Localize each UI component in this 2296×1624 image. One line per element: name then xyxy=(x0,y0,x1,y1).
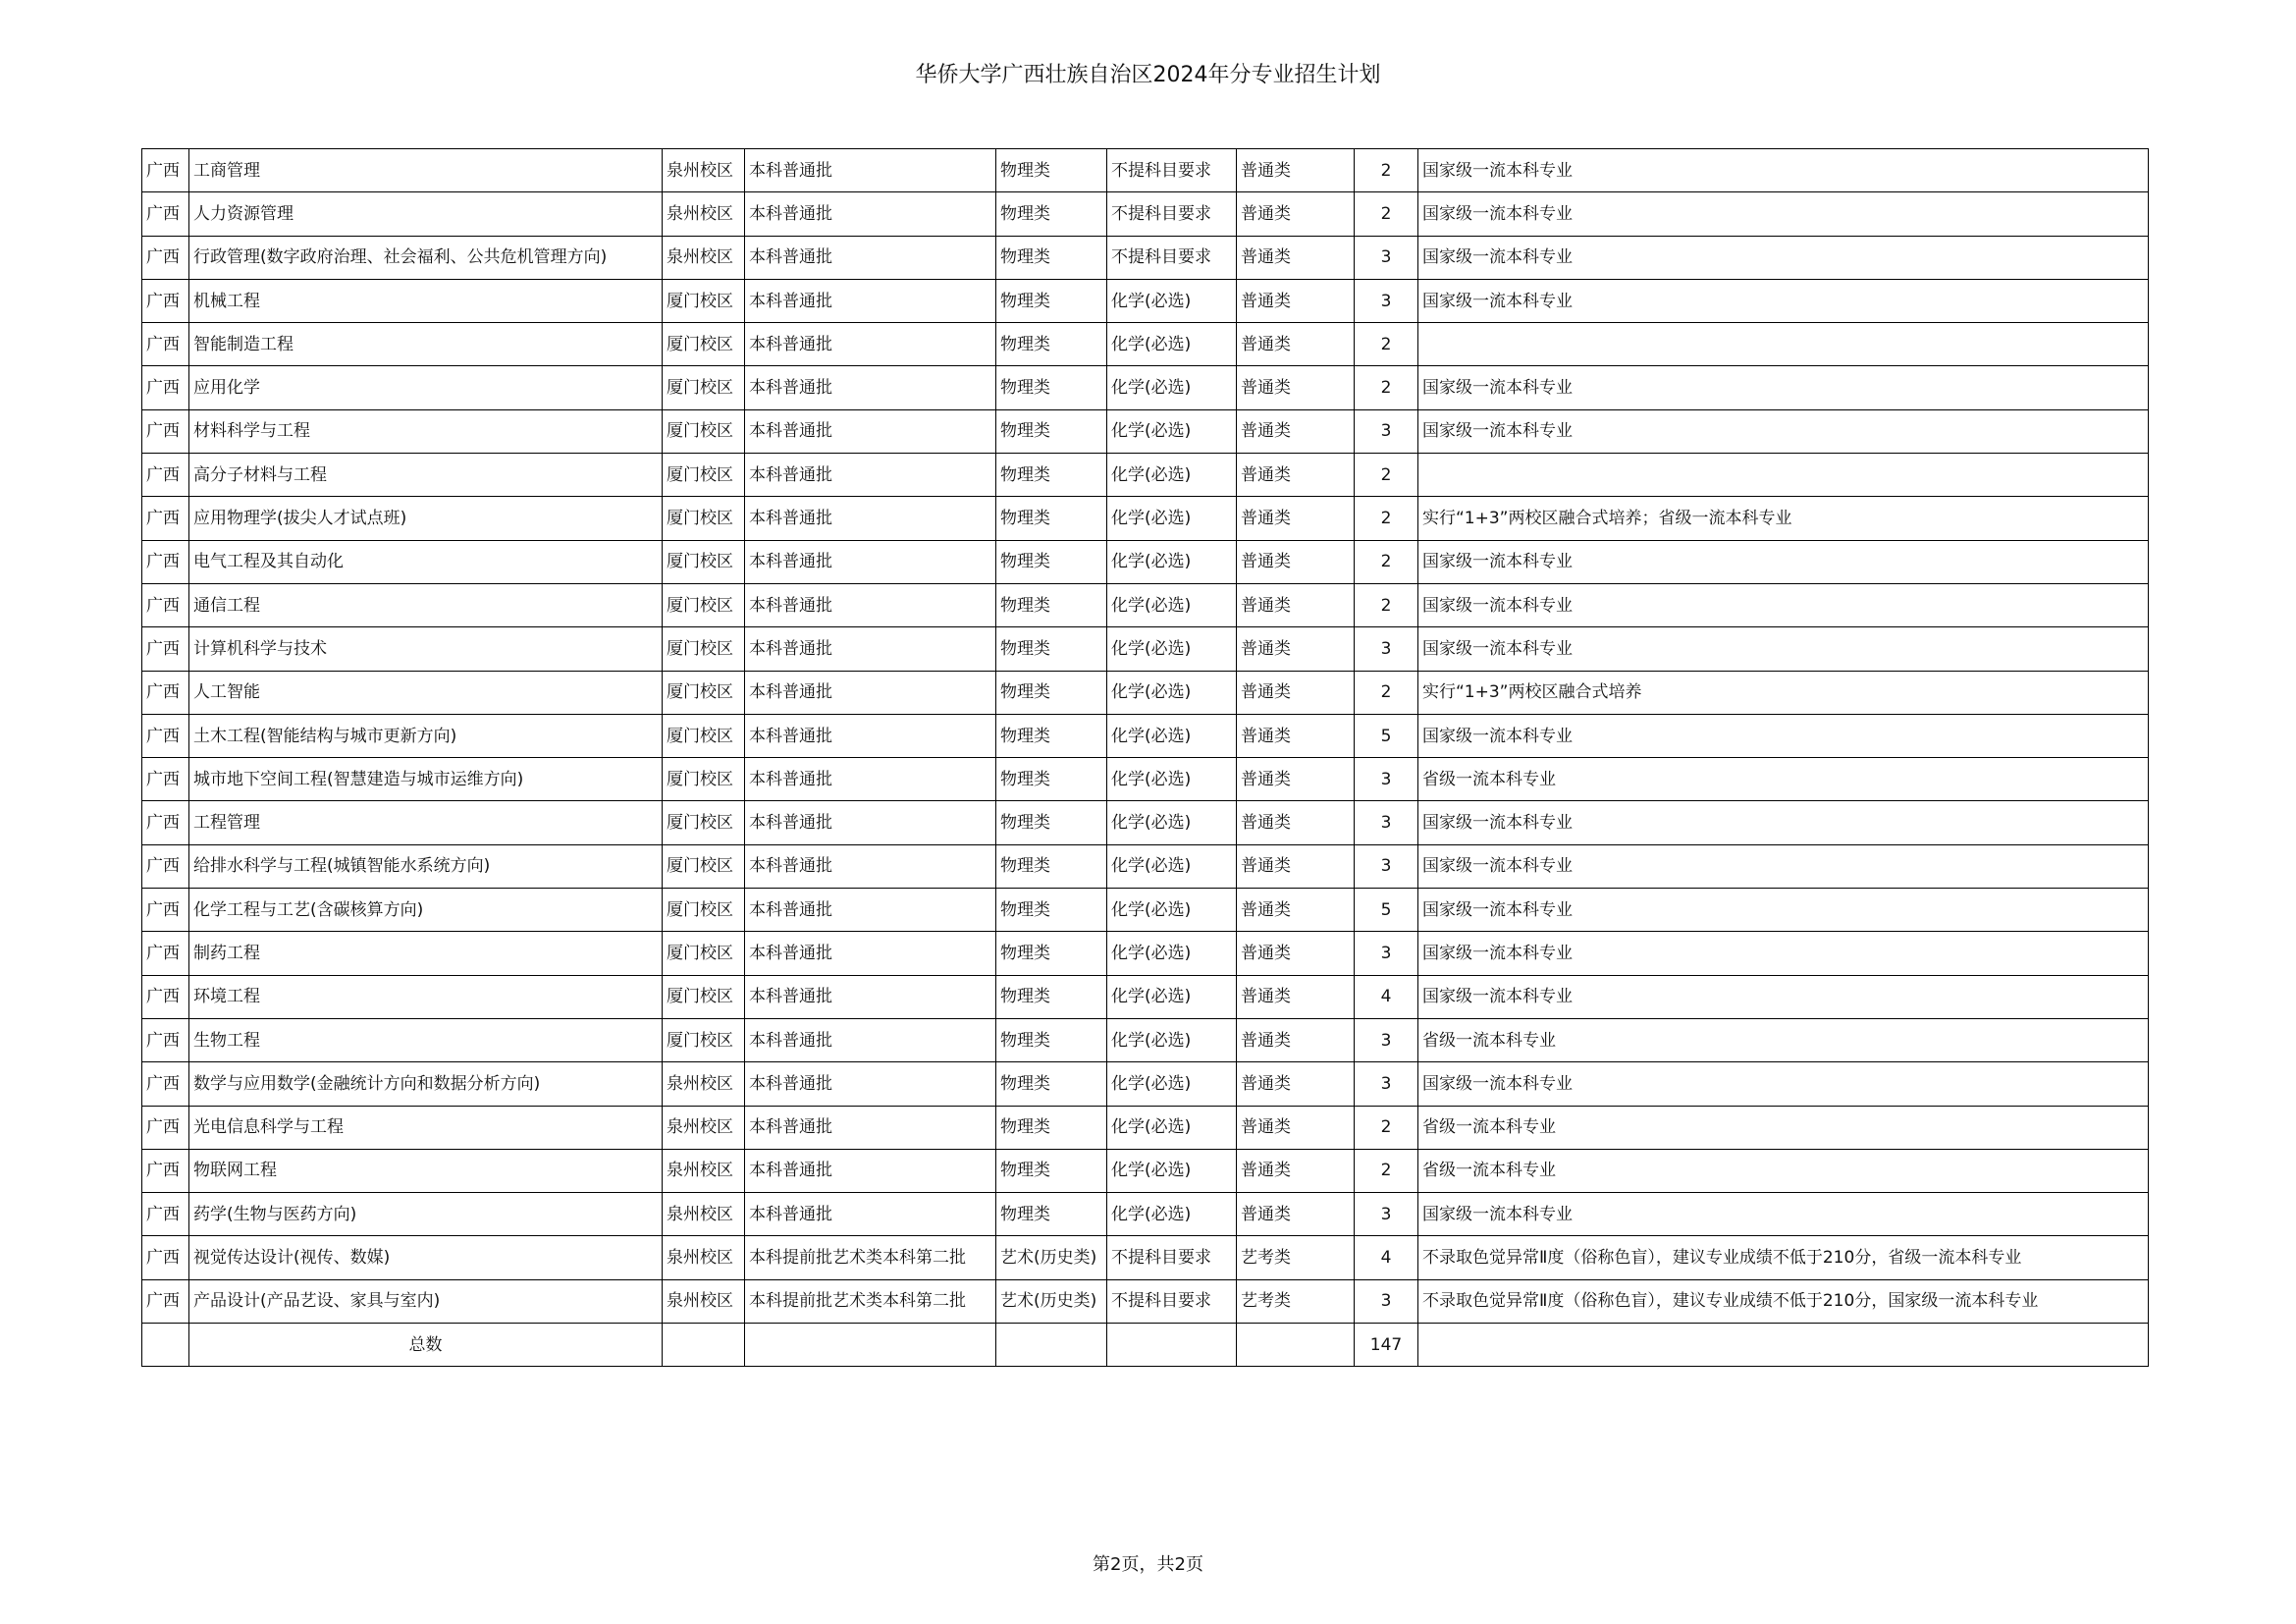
enrollment-type-cell: 普通类 xyxy=(1237,1193,1355,1236)
batch-cell: 本科普通批 xyxy=(745,1018,996,1061)
plan-count-cell: 3 xyxy=(1355,844,1418,888)
subject-requirement-cell: 化学(必选) xyxy=(1107,671,1237,714)
batch-cell: 本科普通批 xyxy=(745,192,996,236)
enrollment-type-cell: 普通类 xyxy=(1237,366,1355,409)
category-cell: 物理类 xyxy=(996,454,1107,497)
subject-requirement-cell: 化学(必选) xyxy=(1107,758,1237,801)
campus-cell: 厦门校区 xyxy=(663,758,745,801)
enrollment-type-cell: 普通类 xyxy=(1237,1149,1355,1192)
province-cell: 广西 xyxy=(142,671,189,714)
major-cell: 光电信息科学与工程 xyxy=(189,1106,663,1149)
enrollment-type-cell: 普通类 xyxy=(1237,714,1355,757)
major-cell: 材料科学与工程 xyxy=(189,409,663,453)
campus-cell: 厦门校区 xyxy=(663,279,745,322)
campus-cell: 厦门校区 xyxy=(663,844,745,888)
subject-requirement-cell: 化学(必选) xyxy=(1107,1018,1237,1061)
enrollment-type-cell: 普通类 xyxy=(1237,1062,1355,1106)
batch-cell: 本科普通批 xyxy=(745,149,996,192)
province-cell: 广西 xyxy=(142,236,189,279)
batch-cell: 本科普通批 xyxy=(745,932,996,975)
total-count-cell: 147 xyxy=(1355,1324,1418,1367)
empty-cell xyxy=(142,1324,189,1367)
table-row xyxy=(142,889,2149,932)
subject-requirement-cell: 化学(必选) xyxy=(1107,454,1237,497)
batch-cell: 本科普通批 xyxy=(745,497,996,540)
subject-requirement-cell: 化学(必选) xyxy=(1107,1106,1237,1149)
table-row xyxy=(142,1149,2149,1192)
table-row xyxy=(142,366,2149,409)
batch-cell: 本科提前批艺术类本科第二批 xyxy=(745,1236,996,1279)
campus-cell: 厦门校区 xyxy=(663,323,745,366)
remark-cell: 省级一流本科专业 xyxy=(1418,758,2149,801)
remark-cell: 国家级一流本科专业 xyxy=(1418,801,2149,844)
page-number: 第2页，共2页 xyxy=(1093,1554,1203,1575)
table-row xyxy=(142,279,2149,322)
category-cell: 物理类 xyxy=(996,583,1107,626)
subject-requirement-cell: 化学(必选) xyxy=(1107,409,1237,453)
subject-requirement-cell: 化学(必选) xyxy=(1107,1193,1237,1236)
table-row xyxy=(142,627,2149,671)
table-row xyxy=(142,1193,2149,1236)
plan-count-cell: 3 xyxy=(1355,801,1418,844)
table-row xyxy=(142,497,2149,540)
remark-cell: 国家级一流本科专业 xyxy=(1418,236,2149,279)
province-cell: 广西 xyxy=(142,540,189,583)
plan-count-cell: 3 xyxy=(1355,627,1418,671)
empty-cell xyxy=(1237,1324,1355,1367)
plan-count-cell: 2 xyxy=(1355,149,1418,192)
table-body xyxy=(142,149,2149,1367)
campus-cell: 厦门校区 xyxy=(663,583,745,626)
category-cell: 物理类 xyxy=(996,149,1107,192)
category-cell: 物理类 xyxy=(996,236,1107,279)
subject-requirement-cell: 化学(必选) xyxy=(1107,1062,1237,1106)
category-cell: 物理类 xyxy=(996,540,1107,583)
table-row xyxy=(142,236,2149,279)
remark-cell: 国家级一流本科专业 xyxy=(1418,627,2149,671)
major-cell: 工程管理 xyxy=(189,801,663,844)
campus-cell: 泉州校区 xyxy=(663,236,745,279)
empty-cell xyxy=(663,1324,745,1367)
remark-cell: 国家级一流本科专业 xyxy=(1418,714,2149,757)
remark-cell: 国家级一流本科专业 xyxy=(1418,844,2149,888)
province-cell: 广西 xyxy=(142,932,189,975)
enrollment-type-cell: 普通类 xyxy=(1237,409,1355,453)
enrollment-type-cell: 普通类 xyxy=(1237,1106,1355,1149)
province-cell: 广西 xyxy=(142,758,189,801)
remark-cell: 国家级一流本科专业 xyxy=(1418,1062,2149,1106)
plan-count-cell: 3 xyxy=(1355,1193,1418,1236)
batch-cell: 本科普通批 xyxy=(745,844,996,888)
enrollment-type-cell: 普通类 xyxy=(1237,671,1355,714)
category-cell: 物理类 xyxy=(996,409,1107,453)
province-cell: 广西 xyxy=(142,714,189,757)
batch-cell: 本科普通批 xyxy=(745,714,996,757)
batch-cell: 本科普通批 xyxy=(745,889,996,932)
plan-count-cell: 2 xyxy=(1355,323,1418,366)
province-cell: 广西 xyxy=(142,1062,189,1106)
campus-cell: 泉州校区 xyxy=(663,1279,745,1323)
plan-count-cell: 2 xyxy=(1355,1149,1418,1192)
category-cell: 物理类 xyxy=(996,975,1107,1018)
category-cell: 物理类 xyxy=(996,714,1107,757)
plan-count-cell: 4 xyxy=(1355,975,1418,1018)
enrollment-type-cell: 普通类 xyxy=(1237,801,1355,844)
campus-cell: 厦门校区 xyxy=(663,497,745,540)
major-cell: 产品设计(产品艺设、家具与室内) xyxy=(189,1279,663,1323)
table-row xyxy=(142,714,2149,757)
plan-count-cell: 2 xyxy=(1355,366,1418,409)
table-row xyxy=(142,323,2149,366)
table-row xyxy=(142,801,2149,844)
subject-requirement-cell: 化学(必选) xyxy=(1107,714,1237,757)
batch-cell: 本科普通批 xyxy=(745,409,996,453)
remark-cell: 省级一流本科专业 xyxy=(1418,1106,2149,1149)
enrollment-type-cell: 艺考类 xyxy=(1237,1236,1355,1279)
table-row xyxy=(142,1236,2149,1279)
plan-count-cell: 3 xyxy=(1355,758,1418,801)
batch-cell: 本科普通批 xyxy=(745,671,996,714)
major-cell: 药学(生物与医药方向) xyxy=(189,1193,663,1236)
batch-cell: 本科普通批 xyxy=(745,279,996,322)
subject-requirement-cell: 化学(必选) xyxy=(1107,889,1237,932)
major-cell: 数学与应用数学(金融统计方向和数据分析方向) xyxy=(189,1062,663,1106)
table-row xyxy=(142,1279,2149,1323)
batch-cell: 本科提前批艺术类本科第二批 xyxy=(745,1279,996,1323)
batch-cell: 本科普通批 xyxy=(745,323,996,366)
province-cell: 广西 xyxy=(142,409,189,453)
batch-cell: 本科普通批 xyxy=(745,758,996,801)
remark-cell: 国家级一流本科专业 xyxy=(1418,975,2149,1018)
table-row xyxy=(142,758,2149,801)
category-cell: 物理类 xyxy=(996,627,1107,671)
remark-cell xyxy=(1418,323,2149,366)
plan-count-cell: 3 xyxy=(1355,1062,1418,1106)
campus-cell: 厦门校区 xyxy=(663,801,745,844)
major-cell: 高分子材料与工程 xyxy=(189,454,663,497)
enrollment-type-cell: 普通类 xyxy=(1237,1018,1355,1061)
major-cell: 给排水科学与工程(城镇智能水系统方向) xyxy=(189,844,663,888)
province-cell: 广西 xyxy=(142,844,189,888)
province-cell: 广西 xyxy=(142,454,189,497)
batch-cell: 本科普通批 xyxy=(745,1062,996,1106)
table-row xyxy=(142,192,2149,236)
campus-cell: 厦门校区 xyxy=(663,714,745,757)
province-cell: 广西 xyxy=(142,627,189,671)
category-cell: 物理类 xyxy=(996,1193,1107,1236)
major-cell: 通信工程 xyxy=(189,583,663,626)
subject-requirement-cell: 化学(必选) xyxy=(1107,627,1237,671)
table-row xyxy=(142,409,2149,453)
plan-count-cell: 2 xyxy=(1355,540,1418,583)
remark-cell: 不录取色觉异常Ⅱ度（俗称色盲），建议专业成绩不低于210分，国家级一流本科专业 xyxy=(1418,1279,2149,1323)
category-cell: 物理类 xyxy=(996,932,1107,975)
document-title: 华侨大学广西壮族自治区2024年分专业招生计划 xyxy=(915,63,1381,87)
campus-cell: 泉州校区 xyxy=(663,149,745,192)
enrollment-type-cell: 普通类 xyxy=(1237,583,1355,626)
category-cell: 物理类 xyxy=(996,192,1107,236)
enrollment-plan-table xyxy=(141,148,2149,1367)
plan-count-cell: 2 xyxy=(1355,497,1418,540)
empty-cell xyxy=(1418,1324,2149,1367)
category-cell: 物理类 xyxy=(996,1018,1107,1061)
enrollment-type-cell: 普通类 xyxy=(1237,540,1355,583)
batch-cell: 本科普通批 xyxy=(745,236,996,279)
remark-cell xyxy=(1418,454,2149,497)
campus-cell: 厦门校区 xyxy=(663,932,745,975)
category-cell: 物理类 xyxy=(996,801,1107,844)
remark-cell: 不录取色觉异常Ⅱ度（俗称色盲），建议专业成绩不低于210分，省级一流本科专业 xyxy=(1418,1236,2149,1279)
campus-cell: 厦门校区 xyxy=(663,1018,745,1061)
subject-requirement-cell: 不提科目要求 xyxy=(1107,236,1237,279)
province-cell: 广西 xyxy=(142,1279,189,1323)
table-row xyxy=(142,1106,2149,1149)
campus-cell: 泉州校区 xyxy=(663,192,745,236)
empty-cell xyxy=(745,1324,996,1367)
major-cell: 视觉传达设计(视传、数媒) xyxy=(189,1236,663,1279)
subject-requirement-cell: 化学(必选) xyxy=(1107,844,1237,888)
batch-cell: 本科普通批 xyxy=(745,366,996,409)
campus-cell: 泉州校区 xyxy=(663,1106,745,1149)
enrollment-type-cell: 普通类 xyxy=(1237,975,1355,1018)
enrollment-type-cell: 普通类 xyxy=(1237,932,1355,975)
campus-cell: 厦门校区 xyxy=(663,540,745,583)
table-row xyxy=(142,540,2149,583)
major-cell: 土木工程(智能结构与城市更新方向) xyxy=(189,714,663,757)
plan-count-cell: 3 xyxy=(1355,932,1418,975)
enrollment-type-cell: 普通类 xyxy=(1237,627,1355,671)
province-cell: 广西 xyxy=(142,279,189,322)
category-cell: 物理类 xyxy=(996,844,1107,888)
category-cell: 物理类 xyxy=(996,1062,1107,1106)
major-cell: 应用物理学(拔尖人才试点班) xyxy=(189,497,663,540)
plan-count-cell: 3 xyxy=(1355,409,1418,453)
province-cell: 广西 xyxy=(142,801,189,844)
campus-cell: 厦门校区 xyxy=(663,975,745,1018)
remark-cell: 实行“1+3”两校区融合式培养 xyxy=(1418,671,2149,714)
major-cell: 工商管理 xyxy=(189,149,663,192)
campus-cell: 厦门校区 xyxy=(663,454,745,497)
total-row xyxy=(142,1324,2149,1367)
table-row xyxy=(142,1062,2149,1106)
province-cell: 广西 xyxy=(142,497,189,540)
province-cell: 广西 xyxy=(142,323,189,366)
campus-cell: 厦门校区 xyxy=(663,671,745,714)
remark-cell: 省级一流本科专业 xyxy=(1418,1018,2149,1061)
total-label-cell: 总数 xyxy=(189,1324,663,1367)
category-cell: 物理类 xyxy=(996,1106,1107,1149)
enrollment-type-cell: 艺考类 xyxy=(1237,1279,1355,1323)
major-cell: 生物工程 xyxy=(189,1018,663,1061)
province-cell: 广西 xyxy=(142,192,189,236)
subject-requirement-cell: 不提科目要求 xyxy=(1107,1279,1237,1323)
batch-cell: 本科普通批 xyxy=(745,454,996,497)
category-cell: 艺术(历史类) xyxy=(996,1279,1107,1323)
province-cell: 广西 xyxy=(142,1106,189,1149)
campus-cell: 厦门校区 xyxy=(663,409,745,453)
campus-cell: 厦门校区 xyxy=(663,889,745,932)
province-cell: 广西 xyxy=(142,583,189,626)
major-cell: 人工智能 xyxy=(189,671,663,714)
enrollment-type-cell: 普通类 xyxy=(1237,192,1355,236)
subject-requirement-cell: 化学(必选) xyxy=(1107,497,1237,540)
plan-count-cell: 2 xyxy=(1355,1106,1418,1149)
enrollment-type-cell: 普通类 xyxy=(1237,323,1355,366)
province-cell: 广西 xyxy=(142,975,189,1018)
table-row xyxy=(142,932,2149,975)
batch-cell: 本科普通批 xyxy=(745,801,996,844)
major-cell: 电气工程及其自动化 xyxy=(189,540,663,583)
subject-requirement-cell: 化学(必选) xyxy=(1107,366,1237,409)
subject-requirement-cell: 化学(必选) xyxy=(1107,323,1237,366)
remark-cell: 国家级一流本科专业 xyxy=(1418,583,2149,626)
province-cell: 广西 xyxy=(142,1236,189,1279)
remark-cell: 国家级一流本科专业 xyxy=(1418,149,2149,192)
enrollment-type-cell: 普通类 xyxy=(1237,236,1355,279)
remark-cell: 国家级一流本科专业 xyxy=(1418,932,2149,975)
category-cell: 物理类 xyxy=(996,323,1107,366)
subject-requirement-cell: 化学(必选) xyxy=(1107,540,1237,583)
category-cell: 物理类 xyxy=(996,671,1107,714)
plan-count-cell: 3 xyxy=(1355,279,1418,322)
enrollment-type-cell: 普通类 xyxy=(1237,149,1355,192)
category-cell: 物理类 xyxy=(996,366,1107,409)
subject-requirement-cell: 化学(必选) xyxy=(1107,801,1237,844)
major-cell: 人力资源管理 xyxy=(189,192,663,236)
remark-cell: 国家级一流本科专业 xyxy=(1418,366,2149,409)
enrollment-type-cell: 普通类 xyxy=(1237,758,1355,801)
subject-requirement-cell: 化学(必选) xyxy=(1107,1149,1237,1192)
plan-count-cell: 4 xyxy=(1355,1236,1418,1279)
remark-cell: 国家级一流本科专业 xyxy=(1418,409,2149,453)
batch-cell: 本科普通批 xyxy=(745,540,996,583)
campus-cell: 泉州校区 xyxy=(663,1236,745,1279)
table-row xyxy=(142,671,2149,714)
remark-cell: 国家级一流本科专业 xyxy=(1418,889,2149,932)
plan-count-cell: 3 xyxy=(1355,236,1418,279)
province-cell: 广西 xyxy=(142,1193,189,1236)
province-cell: 广西 xyxy=(142,366,189,409)
enrollment-type-cell: 普通类 xyxy=(1237,497,1355,540)
plan-count-cell: 5 xyxy=(1355,714,1418,757)
empty-cell xyxy=(1107,1324,1237,1367)
category-cell: 物理类 xyxy=(996,497,1107,540)
remark-cell: 国家级一流本科专业 xyxy=(1418,192,2149,236)
batch-cell: 本科普通批 xyxy=(745,1106,996,1149)
major-cell: 智能制造工程 xyxy=(189,323,663,366)
remark-cell: 实行“1+3”两校区融合式培养；省级一流本科专业 xyxy=(1418,497,2149,540)
campus-cell: 泉州校区 xyxy=(663,1193,745,1236)
major-cell: 环境工程 xyxy=(189,975,663,1018)
category-cell: 物理类 xyxy=(996,758,1107,801)
table-row xyxy=(142,844,2149,888)
campus-cell: 厦门校区 xyxy=(663,627,745,671)
subject-requirement-cell: 不提科目要求 xyxy=(1107,192,1237,236)
plan-count-cell: 5 xyxy=(1355,889,1418,932)
plan-count-cell: 2 xyxy=(1355,454,1418,497)
enrollment-type-cell: 普通类 xyxy=(1237,454,1355,497)
major-cell: 行政管理(数字政府治理、社会福利、公共危机管理方向) xyxy=(189,236,663,279)
table-row xyxy=(142,975,2149,1018)
plan-count-cell: 2 xyxy=(1355,192,1418,236)
campus-cell: 泉州校区 xyxy=(663,1149,745,1192)
subject-requirement-cell: 不提科目要求 xyxy=(1107,1236,1237,1279)
empty-cell xyxy=(996,1324,1107,1367)
province-cell: 广西 xyxy=(142,1018,189,1061)
major-cell: 制药工程 xyxy=(189,932,663,975)
major-cell: 机械工程 xyxy=(189,279,663,322)
plan-count-cell: 3 xyxy=(1355,1018,1418,1061)
batch-cell: 本科普通批 xyxy=(745,975,996,1018)
remark-cell: 省级一流本科专业 xyxy=(1418,1149,2149,1192)
enrollment-type-cell: 普通类 xyxy=(1237,844,1355,888)
table-row xyxy=(142,454,2149,497)
major-cell: 化学工程与工艺(含碳核算方向) xyxy=(189,889,663,932)
campus-cell: 厦门校区 xyxy=(663,366,745,409)
batch-cell: 本科普通批 xyxy=(745,1193,996,1236)
category-cell: 艺术(历史类) xyxy=(996,1236,1107,1279)
table-row xyxy=(142,1018,2149,1061)
category-cell: 物理类 xyxy=(996,1149,1107,1192)
plan-count-cell: 2 xyxy=(1355,671,1418,714)
campus-cell: 泉州校区 xyxy=(663,1062,745,1106)
major-cell: 应用化学 xyxy=(189,366,663,409)
batch-cell: 本科普通批 xyxy=(745,1149,996,1192)
subject-requirement-cell: 化学(必选) xyxy=(1107,932,1237,975)
category-cell: 物理类 xyxy=(996,279,1107,322)
major-cell: 计算机科学与技术 xyxy=(189,627,663,671)
subject-requirement-cell: 化学(必选) xyxy=(1107,279,1237,322)
plan-count-cell: 3 xyxy=(1355,1279,1418,1323)
province-cell: 广西 xyxy=(142,889,189,932)
major-cell: 城市地下空间工程(智慧建造与城市运维方向) xyxy=(189,758,663,801)
category-cell: 物理类 xyxy=(996,889,1107,932)
plan-count-cell: 2 xyxy=(1355,583,1418,626)
batch-cell: 本科普通批 xyxy=(745,627,996,671)
remark-cell: 国家级一流本科专业 xyxy=(1418,279,2149,322)
enrollment-type-cell: 普通类 xyxy=(1237,889,1355,932)
subject-requirement-cell: 不提科目要求 xyxy=(1107,149,1237,192)
subject-requirement-cell: 化学(必选) xyxy=(1107,975,1237,1018)
province-cell: 广西 xyxy=(142,149,189,192)
table-row xyxy=(142,149,2149,192)
table-row xyxy=(142,583,2149,626)
remark-cell: 国家级一流本科专业 xyxy=(1418,1193,2149,1236)
major-cell: 物联网工程 xyxy=(189,1149,663,1192)
province-cell: 广西 xyxy=(142,1149,189,1192)
enrollment-type-cell: 普通类 xyxy=(1237,279,1355,322)
remark-cell: 国家级一流本科专业 xyxy=(1418,540,2149,583)
subject-requirement-cell: 化学(必选) xyxy=(1107,583,1237,626)
batch-cell: 本科普通批 xyxy=(745,583,996,626)
